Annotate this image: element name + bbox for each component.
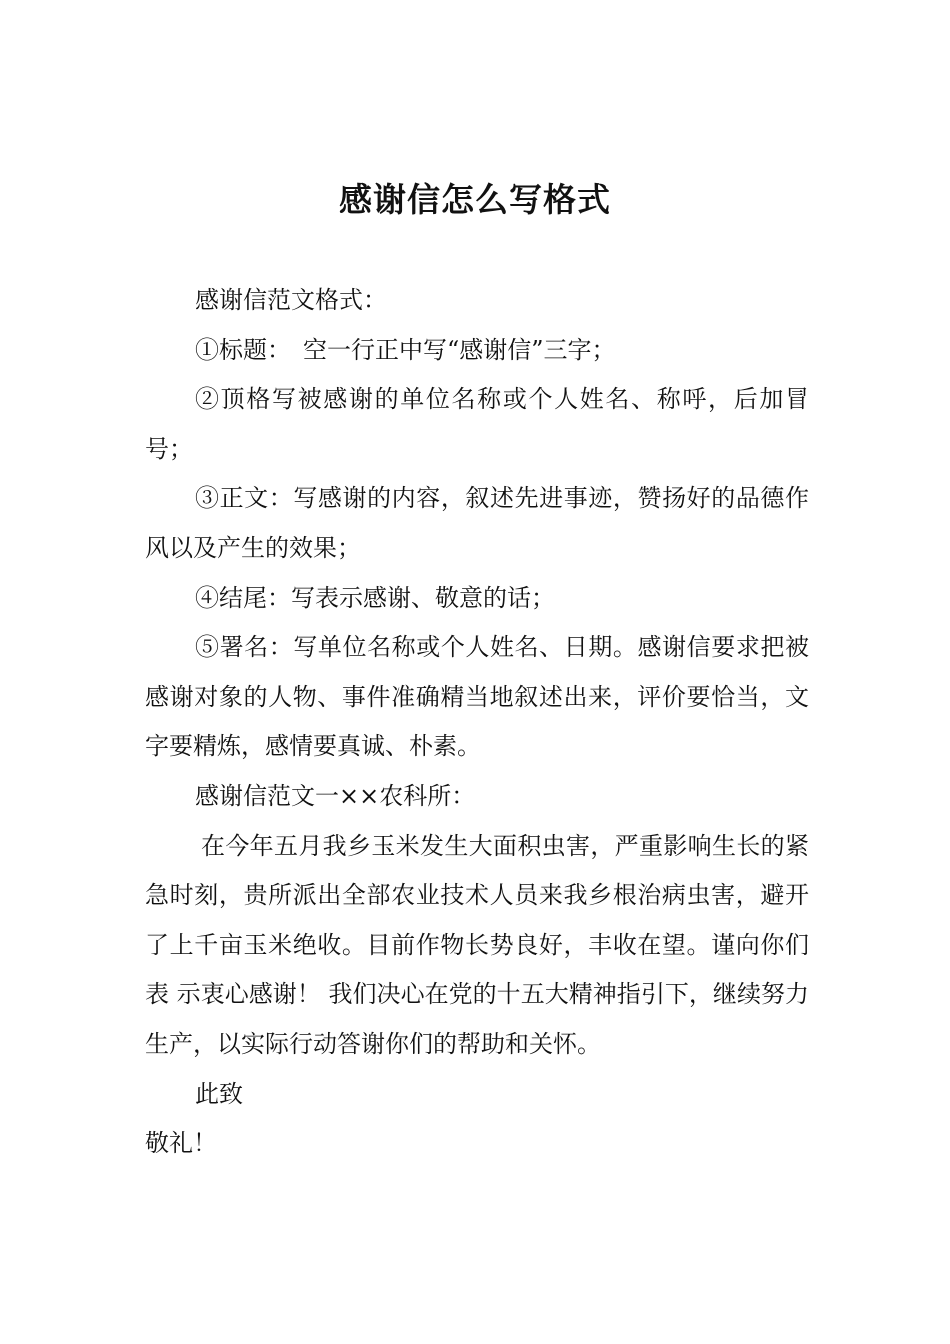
document-body bbox=[145, 276, 809, 1169]
paragraph-item-4: ④结尾：写表示感谢、敬意的话； bbox=[195, 583, 555, 612]
paragraph-item-3: ③正文：写感谢的内容，叙述先进事迹，赞扬好的品德作风以及产生的效果； bbox=[145, 484, 809, 562]
paragraph-sample-heading: 感谢信范文一××农科所： bbox=[195, 781, 476, 810]
paragraph-item-5: ⑤署名：写单位名称或个人姓名、日期。感谢信要求把被感谢对象的人物、事件准确精当地叙述出来，评价要恰当，文字要精炼，感情要真诚、朴素。 bbox=[145, 633, 809, 761]
paragraph-closing: 此致 bbox=[195, 1079, 243, 1108]
paragraph-sample-body: 在今年五月我乡玉米发生大面积虫害，严重影响生长的紧急时刻，贵所派出全部农业技术人员来我乡根治病虫害，避开了上千亩玉米绝收。目前作物长势良好，丰收在望。谨向你们表 示衷心感谢！ 我们决心在党的十五大精神指引下，继续努力生产，以实际行动答谢你们的帮助和关怀。 bbox=[145, 831, 809, 1058]
document-title: 感谢信怎么写格式 bbox=[339, 180, 611, 219]
paragraph-salutation: 敬礼！ bbox=[145, 1129, 217, 1158]
paragraph-item-2: ②顶格写被感谢的单位名称或个人姓名、称呼，后加冒号； bbox=[145, 385, 809, 463]
paragraph-item-1: ①标题： 空一行正中写“感谢信”三字； bbox=[195, 335, 616, 364]
paragraph-format-heading: 感谢信范文格式： bbox=[195, 286, 387, 314]
